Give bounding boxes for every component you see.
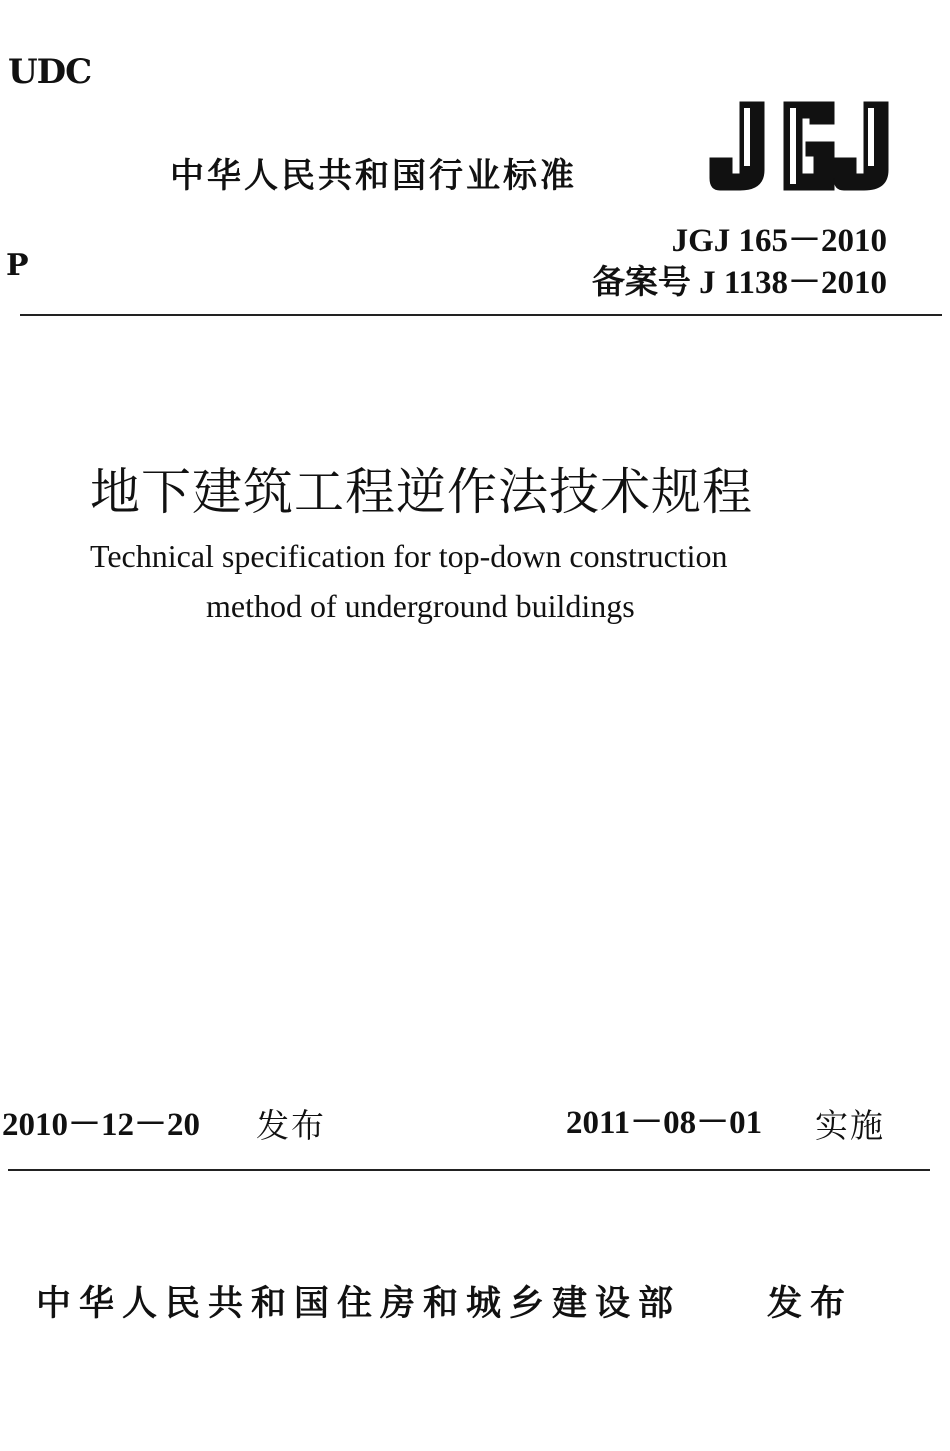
logo-text: JGJ	[706, 96, 708, 97]
standard-type-heading: 中华人民共和国行业标准	[170, 156, 577, 196]
publish-label: 发布	[767, 1284, 854, 1324]
issue-label: 发布	[256, 1106, 326, 1145]
filing-number: 备案号 J 1138－2010	[591, 265, 887, 301]
title-english-line2: method of underground buildings	[206, 588, 635, 624]
title-english-line1: Technical specification for top-down construction	[90, 538, 728, 574]
standard-number: JGJ 165－2010	[671, 223, 887, 259]
title-chinese: 地下建筑工程逆作法技术规程	[90, 463, 753, 521]
implementation-date: 2011－08－01	[566, 1105, 763, 1141]
udc-label: UDC	[8, 52, 92, 92]
jgj-logo	[706, 96, 892, 196]
implementation-label: 实施	[815, 1106, 885, 1145]
p-classification-label: P	[6, 248, 29, 283]
header-divider	[20, 314, 942, 316]
issue-date: 2010－12－20	[2, 1107, 200, 1143]
publisher-name: 中华人民共和国住房和城乡建设部	[36, 1284, 682, 1324]
footer-divider	[8, 1169, 930, 1171]
